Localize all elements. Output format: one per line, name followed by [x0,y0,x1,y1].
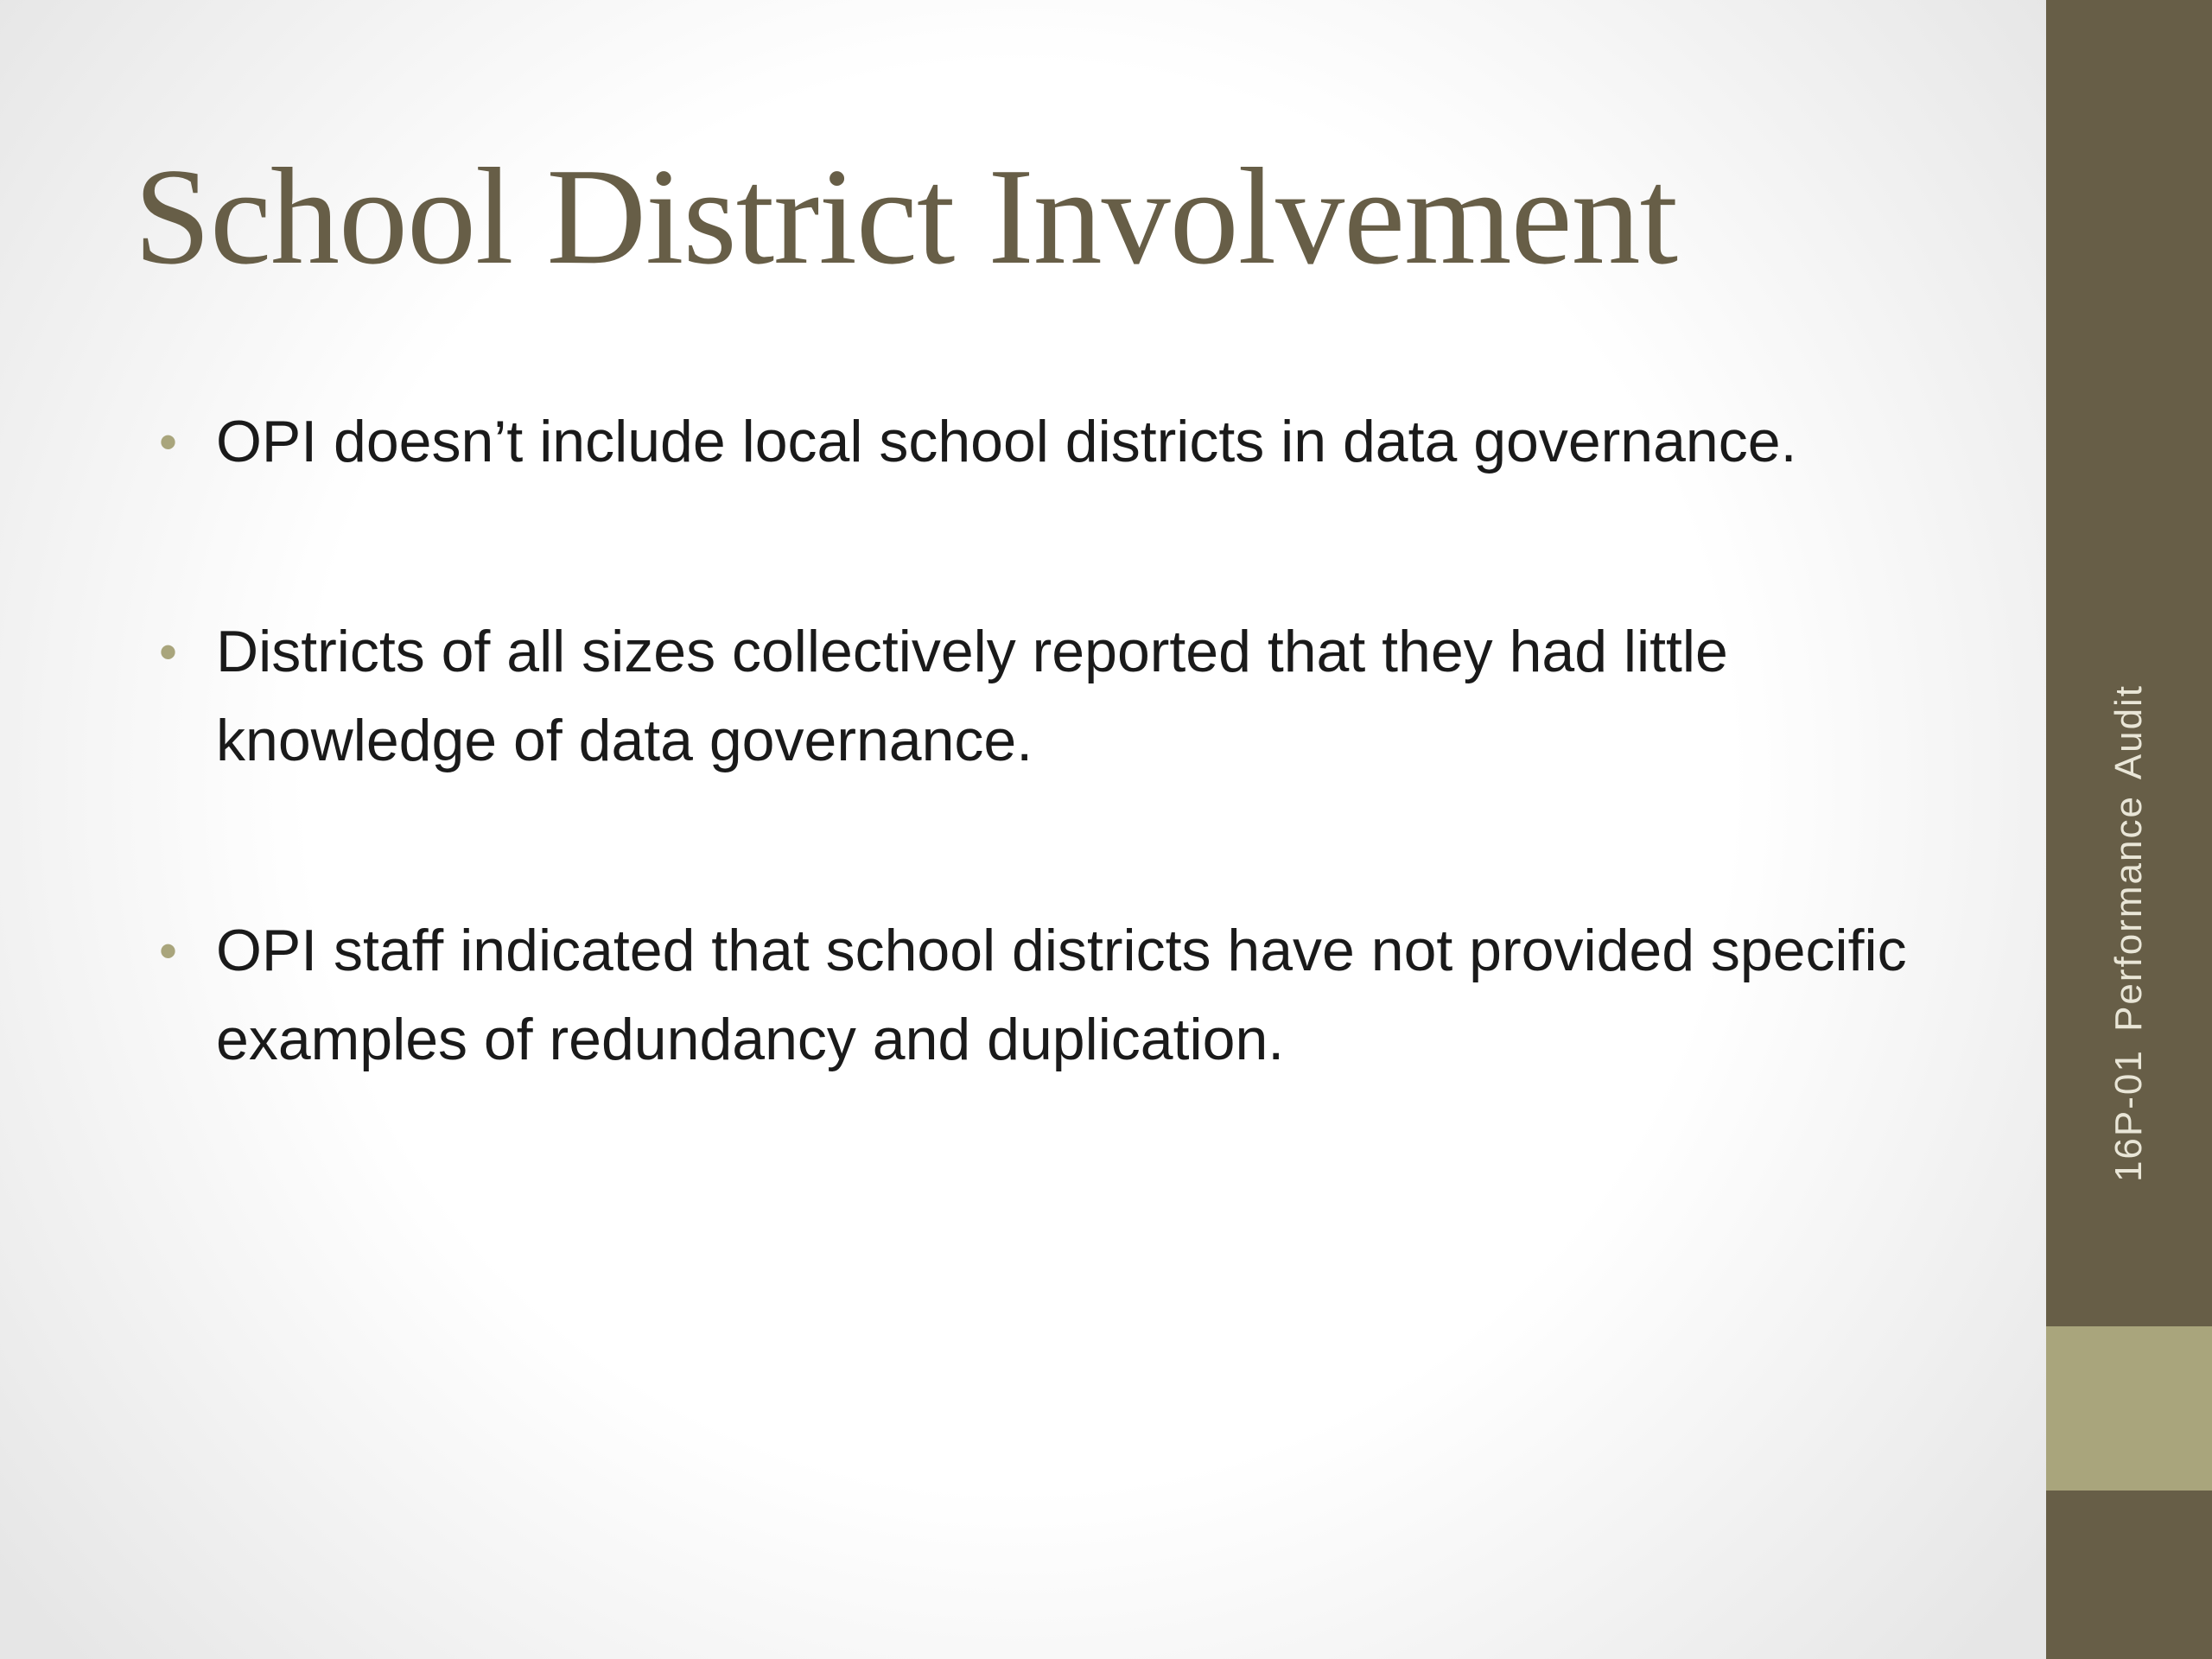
bullet-text: OPI doesn’t include local school districts in data governance. [216,409,1797,474]
bullet-item [156,906,1961,1084]
bullet-item [156,607,1961,785]
bullet-dot-icon: • [159,922,178,980]
bullet-dot-icon: • [159,413,178,471]
bullet-text: Districts of all sizes collectively reported that they had little knowledge of data governance. [216,619,1728,773]
slide-title: School District Involvement [134,139,1678,293]
bullet-list [156,397,1961,1205]
sidebar-band [2046,0,2212,1659]
bullet-item [156,397,1961,486]
bullet-dot-icon: • [159,623,178,681]
footer-text: 16P-01 Performance Audit [2107,683,2150,1183]
sidebar-accent-block [2046,1326,2212,1491]
bullet-text: OPI staff indicated that school districts have not provided specific examples of redundancy and duplication. [216,918,1907,1072]
